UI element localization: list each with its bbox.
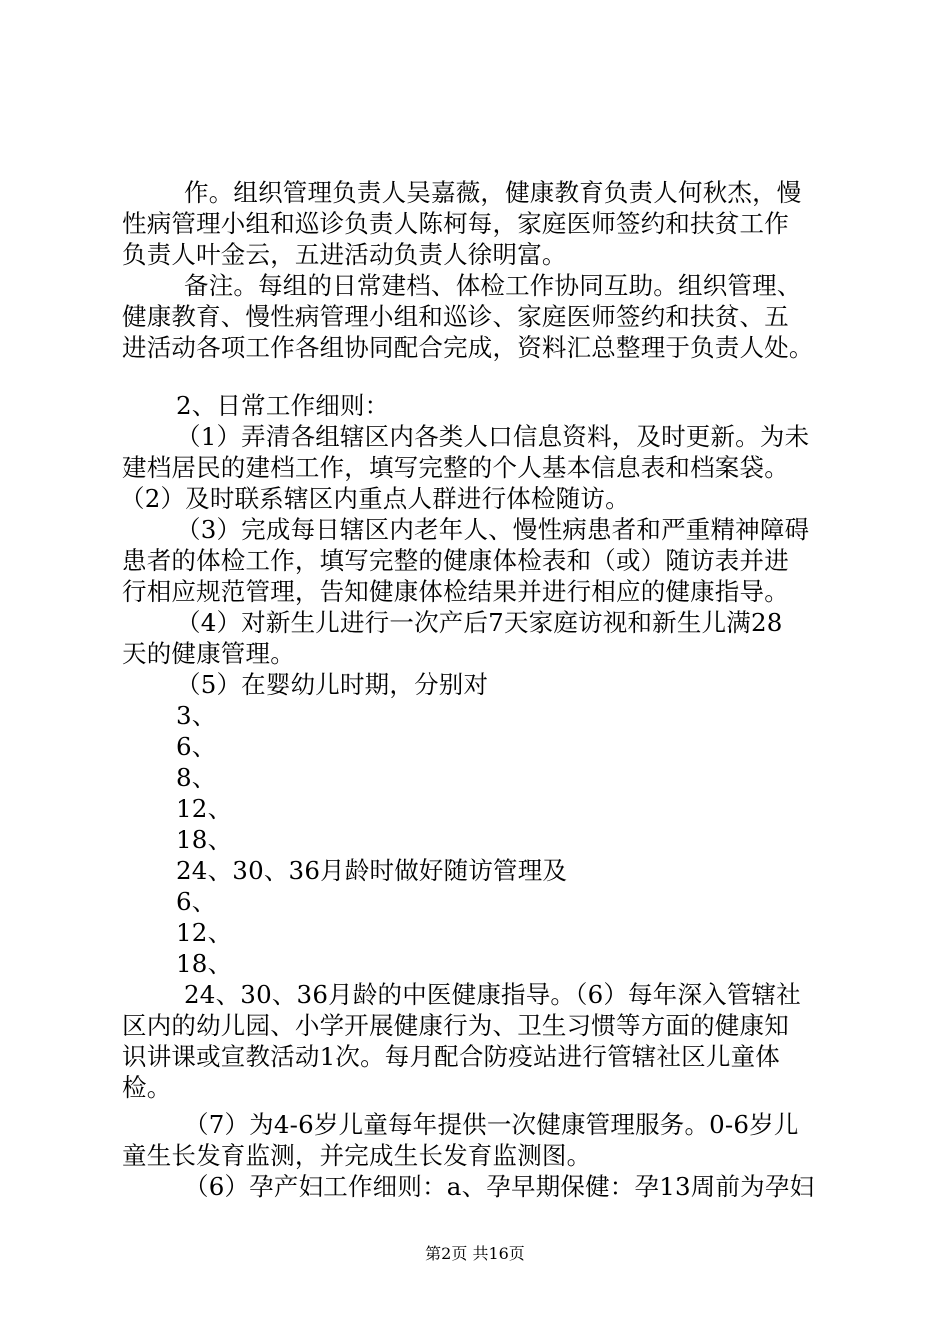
text-line: （6）孕产妇工作细则：a、孕早期保健：孕13周前为孕妇 [184, 1172, 815, 1201]
text-line: （4）对新生儿进行一次产后7天家庭访视和新生儿满28 [176, 608, 783, 637]
text-line: 天的健康管理。 [122, 639, 295, 668]
text-line: 负责人叶金云，五进活动负责人徐明富。 [122, 240, 567, 269]
text-line: 3、 [176, 701, 217, 730]
text-line: 12、 [176, 794, 233, 823]
text-line: 8、 [176, 763, 217, 792]
text-line: 进活动各项工作各组协同配合完成，资料汇总整理于负责人处。 [122, 333, 814, 362]
text-line: 行相应规范管理，告知健康体检结果并进行相应的健康指导。 [122, 577, 789, 606]
text-line: 24、30、36月龄时做好随访管理及 [176, 856, 568, 885]
text-line: 童生长发育监测，并完成生长发育监测图。 [122, 1141, 592, 1170]
text-line: 患者的体检工作，填写完整的健康体检表和（或）随访表并进 [122, 546, 789, 575]
text-line: 12、 [176, 918, 233, 947]
page-number-footer: 第2页 共16页 [425, 1244, 525, 1263]
text-line: 备注。每组的日常建档、体检工作协同互助。组织管理、 [184, 271, 802, 300]
text-line: （3）完成每日辖区内老年人、慢性病患者和严重精神障碍 [176, 515, 810, 544]
text-line: 建档居民的建档工作，填写完整的个人基本信息表和档案袋。 [122, 453, 789, 482]
text-line: 6、 [176, 732, 217, 761]
text-line: （5）在婴幼儿时期，分别对 [176, 670, 489, 699]
text-line: 区内的幼儿园、小学开展健康行为、卫生习惯等方面的健康知 [122, 1011, 789, 1040]
text-line: 18、 [176, 949, 233, 978]
text-line: 识讲课或宣教活动1次。每月配合防疫站进行管辖社区儿童体 [122, 1042, 780, 1071]
text-line: 24、30、36月龄的中医健康指导。（6）每年深入管辖社 [184, 980, 801, 1009]
text-line: 健康教育、慢性病管理小组和巡诊、家庭医师签约和扶贫、五 [122, 302, 789, 331]
text-line: （2）及时联系辖区内重点人群进行体检随访。 [120, 484, 630, 513]
text-line: 作。组织管理负责人吴嘉薇，健康教育负责人何秋杰，慢 [184, 178, 802, 207]
text-line: （1）弄清各组辖区内各类人口信息资料，及时更新。为未 [176, 422, 810, 451]
text-line: 18、 [176, 825, 233, 854]
text-line: 性病管理小组和巡诊负责人陈柯每，家庭医师签约和扶贫工作 [122, 209, 789, 238]
text-line: 6、 [176, 887, 217, 916]
section-heading: 2、日常工作细则： [176, 391, 390, 420]
text-line: 检。 [122, 1073, 172, 1102]
text-line: （7）为4-6岁儿童每年提供一次健康管理服务。0-6岁儿 [184, 1110, 799, 1139]
